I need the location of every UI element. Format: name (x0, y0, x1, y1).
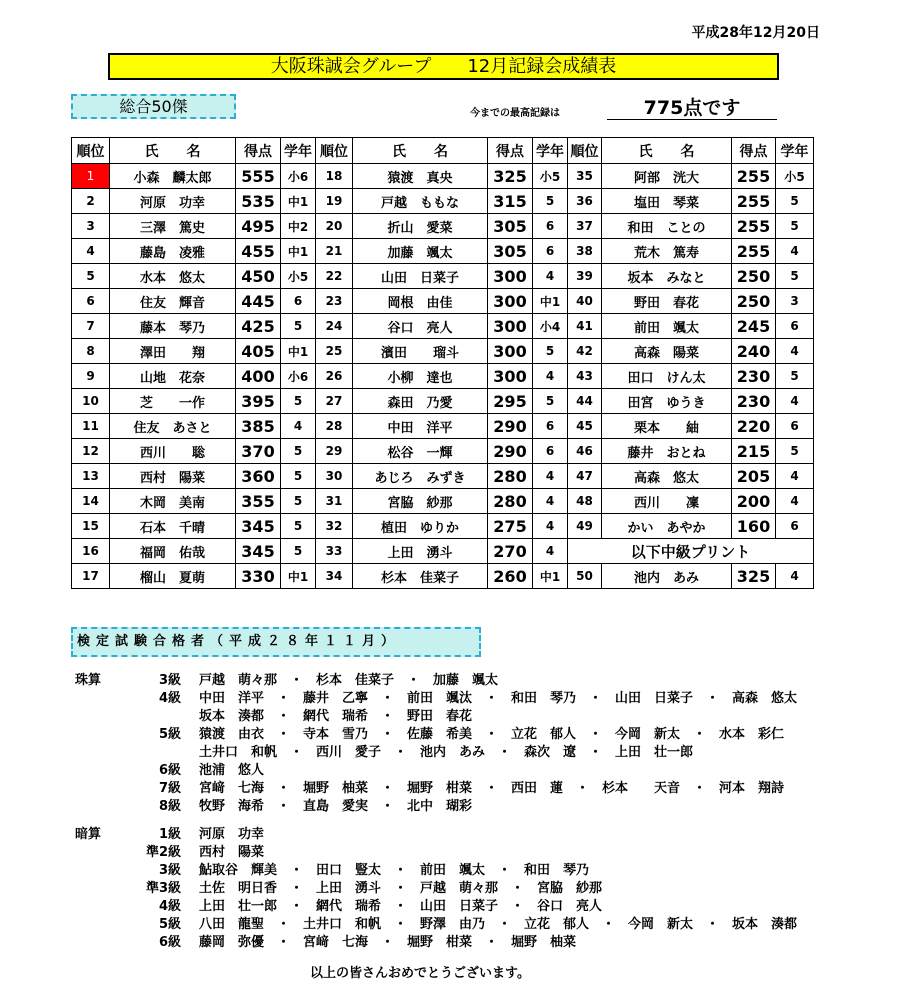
score-cell: 370 (236, 439, 281, 464)
score-cell: 275 (488, 514, 533, 539)
name-cell: 塩田 琴菜 (602, 189, 732, 214)
rank-cell: 22 (316, 264, 353, 289)
score-cell: 215 (732, 439, 776, 464)
name-cell: 岡根 由佳 (353, 289, 488, 314)
rank-cell: 25 (316, 339, 353, 364)
grade-cell: 5 (776, 189, 814, 214)
grade-cell: 5 (533, 339, 568, 364)
grade-cell: 5 (281, 314, 316, 339)
grade-cell: 6 (533, 414, 568, 439)
grade-cell: 小4 (533, 314, 568, 339)
name-cell: 榴山 夏萌 (110, 564, 236, 589)
rank-cell: 6 (72, 289, 110, 314)
header-rank: 順位 (72, 138, 110, 164)
header-name: 氏 名 (110, 138, 236, 164)
score-cell: 160 (732, 514, 776, 539)
table-row (72, 239, 814, 264)
grade-cell: 6 (776, 514, 814, 539)
rank-cell: 37 (568, 214, 602, 239)
passer-names: 池浦 悠人 (199, 763, 265, 778)
level-label: 6級 (158, 763, 181, 778)
name-cell: 戸越 ももな (353, 189, 488, 214)
table-row (72, 464, 814, 489)
name-cell: 小森 麟太郎 (110, 164, 236, 189)
score-cell: 405 (236, 339, 281, 364)
score-cell: 220 (732, 414, 776, 439)
grade-cell: 小6 (281, 364, 316, 389)
name-cell: 栗本 紬 (602, 414, 732, 439)
level-label: 1級 (158, 827, 181, 842)
name-cell: 藤井 おとね (602, 439, 732, 464)
name-cell: 澤田 翔 (110, 339, 236, 364)
grade-cell: 5 (533, 189, 568, 214)
score-cell: 200 (732, 489, 776, 514)
table-header-row (72, 138, 814, 164)
name-cell: 松谷 一輝 (353, 439, 488, 464)
table-row (72, 264, 814, 289)
grade-cell: 4 (533, 264, 568, 289)
grade-cell: 中1 (533, 289, 568, 314)
name-cell: 水本 悠太 (110, 264, 236, 289)
grade-cell: 5 (776, 214, 814, 239)
grade-cell: 4 (776, 389, 814, 414)
name-cell: 住友 あさと (110, 414, 236, 439)
rank-cell: 21 (316, 239, 353, 264)
report-title: 大阪珠誠会グループ 12月記録会成績表 (108, 53, 779, 80)
name-cell: 上田 湧斗 (353, 539, 488, 564)
grade-cell: 中1 (533, 564, 568, 589)
rank-cell: 34 (316, 564, 353, 589)
passer-names: 藤岡 弥優 ・ 宮﨑 七海 ・ 堀野 柑菜 ・ 堀野 柚菜 (199, 935, 577, 950)
rank-cell: 32 (316, 514, 353, 539)
name-cell: 西川 聡 (110, 439, 236, 464)
header-grade: 学年 (533, 138, 568, 164)
name-cell: 野田 春花 (602, 289, 732, 314)
score-cell: 270 (488, 539, 533, 564)
header-rank: 順位 (568, 138, 602, 164)
score-cell: 345 (236, 539, 281, 564)
table-row (72, 564, 814, 589)
grade-cell: 中2 (281, 214, 316, 239)
passer-names: 八田 龍聖 ・ 土井口 和帆 ・ 野澤 由乃 ・ 立花 郁人 ・ 今岡 新太 ・ 坂本 湊都 (199, 917, 798, 932)
score-cell: 395 (236, 389, 281, 414)
score-cell: 385 (236, 414, 281, 439)
name-cell: 福岡 佑哉 (110, 539, 236, 564)
overall-top50-label: 総合50傑 (71, 94, 236, 119)
name-cell: 高森 陽菜 (602, 339, 732, 364)
passer-names: 中田 洋平 ・ 藤井 乙寧 ・ 前田 颯汰 ・ 和田 琴乃 ・ 山田 日菜子 ・ 高森 悠太 (199, 691, 798, 706)
rank-cell: 42 (568, 339, 602, 364)
name-cell: 芝 一作 (110, 389, 236, 414)
score-cell: 450 (236, 264, 281, 289)
passer-names: 西村 陽菜 (199, 845, 265, 860)
header-score: 得点 (732, 138, 776, 164)
closing-message: 以上の皆さんおめでとうございます。 (310, 966, 530, 981)
grade-cell: 小5 (281, 264, 316, 289)
grade-cell: 中1 (281, 189, 316, 214)
score-cell: 290 (488, 414, 533, 439)
level-label: 7級 (158, 781, 181, 796)
passer-names: 鮎取谷 輝美 ・ 田口 豎太 ・ 前田 颯太 ・ 和田 琴乃 (199, 863, 590, 878)
name-cell: 山地 花奈 (110, 364, 236, 389)
table-row (72, 489, 814, 514)
grade-cell: 中1 (281, 239, 316, 264)
grade-cell: 6 (533, 439, 568, 464)
rank-cell: 23 (316, 289, 353, 314)
grade-cell: 5 (281, 439, 316, 464)
name-cell: 折山 愛菜 (353, 214, 488, 239)
rank-cell: 29 (316, 439, 353, 464)
rank-cell: 13 (72, 464, 110, 489)
passer-names: 坂本 湊都 ・ 網代 瑞希 ・ 野田 春花 (199, 709, 473, 724)
grade-cell: 3 (776, 289, 814, 314)
rank-cell: 28 (316, 414, 353, 439)
score-cell: 280 (488, 464, 533, 489)
score-cell: 300 (488, 339, 533, 364)
grade-cell: 4 (776, 564, 814, 589)
grade-cell: 4 (776, 464, 814, 489)
name-cell: かい あやか (602, 514, 732, 539)
level-label: 準2級 (145, 845, 181, 860)
score-cell: 355 (236, 489, 281, 514)
grade-cell: 小5 (776, 164, 814, 189)
rank-cell: 2 (72, 189, 110, 214)
name-cell: 猿渡 真央 (353, 164, 488, 189)
score-cell: 245 (732, 314, 776, 339)
mental-math-label: 暗算 (75, 827, 102, 842)
level-label: 3級 (158, 863, 181, 878)
rank-cell: 49 (568, 514, 602, 539)
table-row (72, 514, 814, 539)
grade-cell: 5 (776, 439, 814, 464)
rank-cell: 18 (316, 164, 353, 189)
grade-cell: 中1 (281, 564, 316, 589)
rank-cell: 16 (72, 539, 110, 564)
score-cell: 425 (236, 314, 281, 339)
table-row (72, 414, 814, 439)
grade-cell: 6 (533, 214, 568, 239)
table-row (72, 364, 814, 389)
rank-cell: 26 (316, 364, 353, 389)
level-label: 4級 (158, 691, 181, 706)
score-cell: 315 (488, 189, 533, 214)
exam-passers-title: 検定試験合格者（平成２８年１１月） (71, 627, 481, 657)
name-cell: 山田 日菜子 (353, 264, 488, 289)
rank-cell: 44 (568, 389, 602, 414)
rank-cell: 1 (72, 164, 110, 189)
ranking-table (71, 137, 814, 589)
score-cell: 255 (732, 239, 776, 264)
score-cell: 255 (732, 214, 776, 239)
grade-cell: 6 (281, 289, 316, 314)
grade-cell: 6 (776, 314, 814, 339)
name-cell: 前田 颯太 (602, 314, 732, 339)
name-cell: 谷口 亮人 (353, 314, 488, 339)
passer-names: 土井口 和帆 ・ 西川 愛子 ・ 池内 あみ ・ 森次 遼 ・ 上田 壮一郎 (199, 745, 694, 760)
table-row (72, 214, 814, 239)
name-cell: 三澤 篤史 (110, 214, 236, 239)
table-row (72, 339, 814, 364)
grade-cell: 4 (533, 539, 568, 564)
score-cell: 280 (488, 489, 533, 514)
level-label: 6級 (158, 935, 181, 950)
name-cell: 住友 輝音 (110, 289, 236, 314)
score-cell: 255 (732, 164, 776, 189)
rank-cell: 17 (72, 564, 110, 589)
score-cell: 255 (732, 189, 776, 214)
score-cell: 535 (236, 189, 281, 214)
rank-cell: 36 (568, 189, 602, 214)
passer-names: 河原 功幸 (199, 827, 265, 842)
score-cell: 300 (488, 364, 533, 389)
score-cell: 305 (488, 214, 533, 239)
grade-cell: 5 (281, 464, 316, 489)
name-cell: 田宮 ゆうき (602, 389, 732, 414)
grade-cell: 小5 (533, 164, 568, 189)
rank-cell: 11 (72, 414, 110, 439)
rank-cell: 10 (72, 389, 110, 414)
name-cell: 荒木 篤寿 (602, 239, 732, 264)
name-cell: 坂本 みなと (602, 264, 732, 289)
name-cell: 西川 凜 (602, 489, 732, 514)
rank-cell: 47 (568, 464, 602, 489)
score-cell: 230 (732, 389, 776, 414)
passer-names: 土佐 明日香 ・ 上田 湧斗 ・ 戸越 萌々那 ・ 宮脇 紗那 (199, 881, 603, 896)
score-cell: 250 (732, 264, 776, 289)
rank-cell: 20 (316, 214, 353, 239)
rank-cell: 8 (72, 339, 110, 364)
rank-cell: 4 (72, 239, 110, 264)
grade-cell: 4 (281, 414, 316, 439)
header-grade: 学年 (281, 138, 316, 164)
grade-cell: 5 (281, 489, 316, 514)
name-cell: 阿部 洸大 (602, 164, 732, 189)
grade-cell: 4 (776, 239, 814, 264)
rank-cell: 19 (316, 189, 353, 214)
score-cell: 325 (732, 564, 776, 589)
score-cell: 260 (488, 564, 533, 589)
rank-cell: 33 (316, 539, 353, 564)
table-row (72, 314, 814, 339)
table-row (72, 389, 814, 414)
grade-cell: 4 (533, 514, 568, 539)
passer-names: 宮﨑 七海 ・ 堀野 柚菜 ・ 堀野 柑菜 ・ 西田 蓮 ・ 杉本 天音 ・ 河本 翔詩 (199, 781, 785, 796)
name-cell: 木岡 美南 (110, 489, 236, 514)
score-cell: 240 (732, 339, 776, 364)
grade-cell: 6 (776, 414, 814, 439)
rank-cell: 43 (568, 364, 602, 389)
score-cell: 400 (236, 364, 281, 389)
header-rank: 順位 (316, 138, 353, 164)
ranking-table-body (72, 138, 814, 589)
passer-names: 戸越 萌々那 ・ 杉本 佳菜子 ・ 加藤 颯太 (199, 673, 499, 688)
score-cell: 345 (236, 514, 281, 539)
rank-cell: 9 (72, 364, 110, 389)
name-cell: 森田 乃愛 (353, 389, 488, 414)
header-grade: 学年 (776, 138, 814, 164)
table-row (72, 164, 814, 189)
name-cell: 加藤 颯太 (353, 239, 488, 264)
level-label: 5級 (158, 917, 181, 932)
name-cell: 藤島 凌雅 (110, 239, 236, 264)
rank-cell: 45 (568, 414, 602, 439)
rank-cell: 3 (72, 214, 110, 239)
grade-cell: 小6 (281, 164, 316, 189)
rank-cell: 48 (568, 489, 602, 514)
level-label: 3級 (158, 673, 181, 688)
score-cell: 455 (236, 239, 281, 264)
score-cell: 305 (488, 239, 533, 264)
name-cell: 田口 けん太 (602, 364, 732, 389)
name-cell: 小柳 達也 (353, 364, 488, 389)
rank-cell: 14 (72, 489, 110, 514)
name-cell: 中田 洋平 (353, 414, 488, 439)
name-cell: 河原 功幸 (110, 189, 236, 214)
beginner-print-banner: 以下中級プリント (568, 539, 814, 564)
rank-cell: 50 (568, 564, 602, 589)
report-date: 平成28年12月20日 (691, 25, 820, 41)
score-cell: 360 (236, 464, 281, 489)
score-cell: 555 (236, 164, 281, 189)
grade-cell: 5 (281, 539, 316, 564)
name-cell: 高森 悠太 (602, 464, 732, 489)
record-label: 今までの最高記録は (470, 108, 560, 119)
grade-cell: 4 (533, 489, 568, 514)
header-score: 得点 (488, 138, 533, 164)
table-row (72, 539, 814, 564)
rank-cell: 40 (568, 289, 602, 314)
grade-cell: 5 (776, 264, 814, 289)
passer-names: 上田 壮一郎 ・ 網代 瑞希 ・ 山田 日菜子 ・ 谷口 亮人 (199, 899, 603, 914)
table-row (72, 289, 814, 314)
level-label: 8級 (158, 799, 181, 814)
score-cell: 295 (488, 389, 533, 414)
name-cell: 池内 あみ (602, 564, 732, 589)
name-cell: 杉本 佳菜子 (353, 564, 488, 589)
score-cell: 250 (732, 289, 776, 314)
header-score: 得点 (236, 138, 281, 164)
name-cell: 濱田 瑠斗 (353, 339, 488, 364)
rank-cell: 31 (316, 489, 353, 514)
score-cell: 300 (488, 264, 533, 289)
level-label: 準3級 (145, 881, 181, 896)
table-row (72, 189, 814, 214)
record-value: 775点です (607, 97, 777, 120)
score-cell: 205 (732, 464, 776, 489)
rank-cell: 38 (568, 239, 602, 264)
abacus-label: 珠算 (75, 673, 102, 688)
passer-names: 牧野 海希 ・ 直島 愛実 ・ 北中 瑚彩 (199, 799, 473, 814)
rank-cell: 27 (316, 389, 353, 414)
name-cell: 和田 ことの (602, 214, 732, 239)
score-cell: 495 (236, 214, 281, 239)
grade-cell: 6 (533, 239, 568, 264)
name-cell: あじろ みずき (353, 464, 488, 489)
name-cell: 宮脇 紗那 (353, 489, 488, 514)
header-name: 氏 名 (353, 138, 488, 164)
rank-cell: 24 (316, 314, 353, 339)
header-name: 氏 名 (602, 138, 732, 164)
name-cell: 植田 ゆりか (353, 514, 488, 539)
level-label: 5級 (158, 727, 181, 742)
grade-cell: 中1 (281, 339, 316, 364)
score-cell: 230 (732, 364, 776, 389)
grade-cell: 5 (776, 364, 814, 389)
passer-names: 猿渡 由衣 ・ 寺本 雪乃 ・ 佐藤 希美 ・ 立花 郁人 ・ 今岡 新太 ・ 水本 彩仁 (199, 727, 785, 742)
rank-cell: 5 (72, 264, 110, 289)
rank-cell: 46 (568, 439, 602, 464)
rank-cell: 15 (72, 514, 110, 539)
grade-cell: 4 (776, 339, 814, 364)
name-cell: 藤本 琴乃 (110, 314, 236, 339)
grade-cell: 5 (533, 389, 568, 414)
rank-cell: 30 (316, 464, 353, 489)
rank-cell: 7 (72, 314, 110, 339)
rank-cell: 35 (568, 164, 602, 189)
grade-cell: 4 (533, 464, 568, 489)
score-cell: 300 (488, 289, 533, 314)
table-row (72, 439, 814, 464)
grade-cell: 5 (281, 389, 316, 414)
rank-cell: 41 (568, 314, 602, 339)
level-label: 4級 (158, 899, 181, 914)
name-cell: 西村 陽菜 (110, 464, 236, 489)
grade-cell: 4 (776, 489, 814, 514)
score-cell: 325 (488, 164, 533, 189)
name-cell: 石本 千晴 (110, 514, 236, 539)
score-cell: 290 (488, 439, 533, 464)
rank-cell: 39 (568, 264, 602, 289)
rank-cell: 12 (72, 439, 110, 464)
score-cell: 330 (236, 564, 281, 589)
score-cell: 445 (236, 289, 281, 314)
grade-cell: 5 (281, 514, 316, 539)
grade-cell: 4 (533, 364, 568, 389)
score-cell: 300 (488, 314, 533, 339)
